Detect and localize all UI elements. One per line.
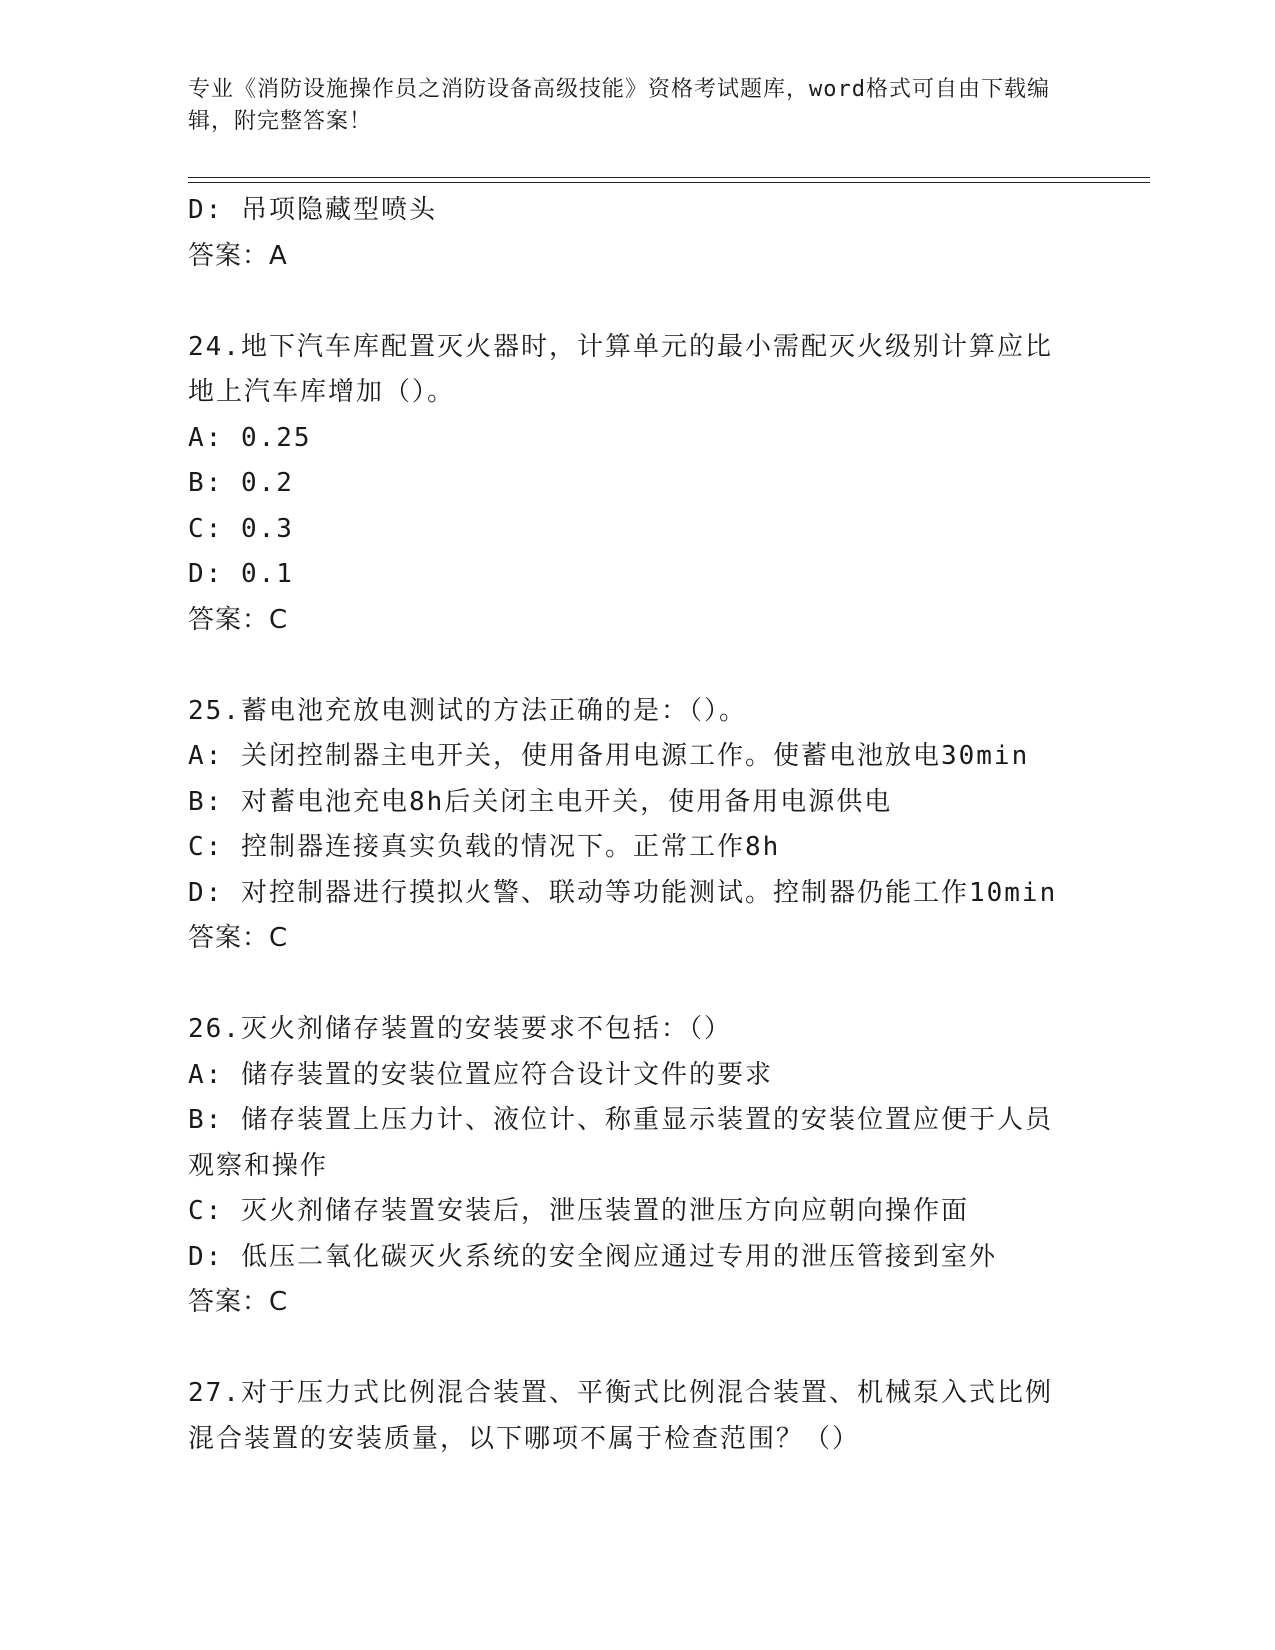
page-header: 专业《消防设施操作员之消防设备高级技能》资格考试题库，word格式可自由下载编辑，附完整答案！ [188, 77, 1050, 134]
spacer [188, 962, 1148, 1008]
prev-option-d: D: 吊项隐藏型喷头 [188, 195, 437, 225]
answer-26: 答案：C [188, 1287, 289, 1317]
prev-answer: 答案：A [188, 240, 288, 271]
answer-25: 答案：C [188, 923, 289, 953]
spacer [188, 279, 1148, 325]
option-c: C: 灭火剂储存装置安装后，泄压装置的泄压方向应朝向操作面 [188, 1196, 969, 1226]
spacer [188, 643, 1148, 689]
option-a: A: 储存装置的安装位置应符合设计文件的要求 [188, 1059, 773, 1090]
question-stem-24: 24.地下汽车库配置灭火器时，计算单元的最小需配灭火级别计算应比地上汽车库增加（）。 [188, 331, 1053, 407]
question-stem-26: 26.灭火剂储存装置的安装要求不包括：（） [188, 1014, 732, 1044]
option-a: A: 关闭控制器主电开关，使用备用电源工作。使蓄电池放电30min [188, 741, 1030, 771]
option-c: C: 控制器连接真实负载的情况下。正常工作8h [188, 832, 781, 862]
header-rule-top [188, 177, 1150, 178]
answer-24: 答案：C [188, 604, 289, 635]
question-list [188, 188, 1148, 1462]
option-d: D: 低压二氧化碳灭火系统的安全阀应通过专用的泄压管接到室外 [188, 1241, 997, 1272]
option-d: D: 对控制器进行摸拟火警、联动等功能测试。控制器仍能工作10min [188, 877, 1058, 908]
option-b: B: 0.2 [188, 468, 294, 498]
option-b: B: 对蓄电池充电8h后关闭主电开关，使用备用电源供电 [188, 786, 893, 817]
question-stem-25: 25.蓄电池充放电测试的方法正确的是：（）。 [188, 695, 747, 726]
option-d: D: 0.1 [188, 559, 294, 589]
option-a: A: 0.25 [188, 422, 312, 453]
option-b: B: 储存装置上压力计、液位计、称重显示装置的安装位置应便于人员观察和操作 [188, 1105, 1053, 1181]
option-c: C: 0.3 [188, 513, 294, 544]
question-stem-27: 27.对于压力式比例混合装置、平衡式比例混合装置、机械泵入式比例混合装置的安装质量，以下哪项不属于检查范围？（） [188, 1378, 1053, 1454]
spacer [188, 1326, 1148, 1372]
header-rule-bottom [188, 182, 1150, 183]
